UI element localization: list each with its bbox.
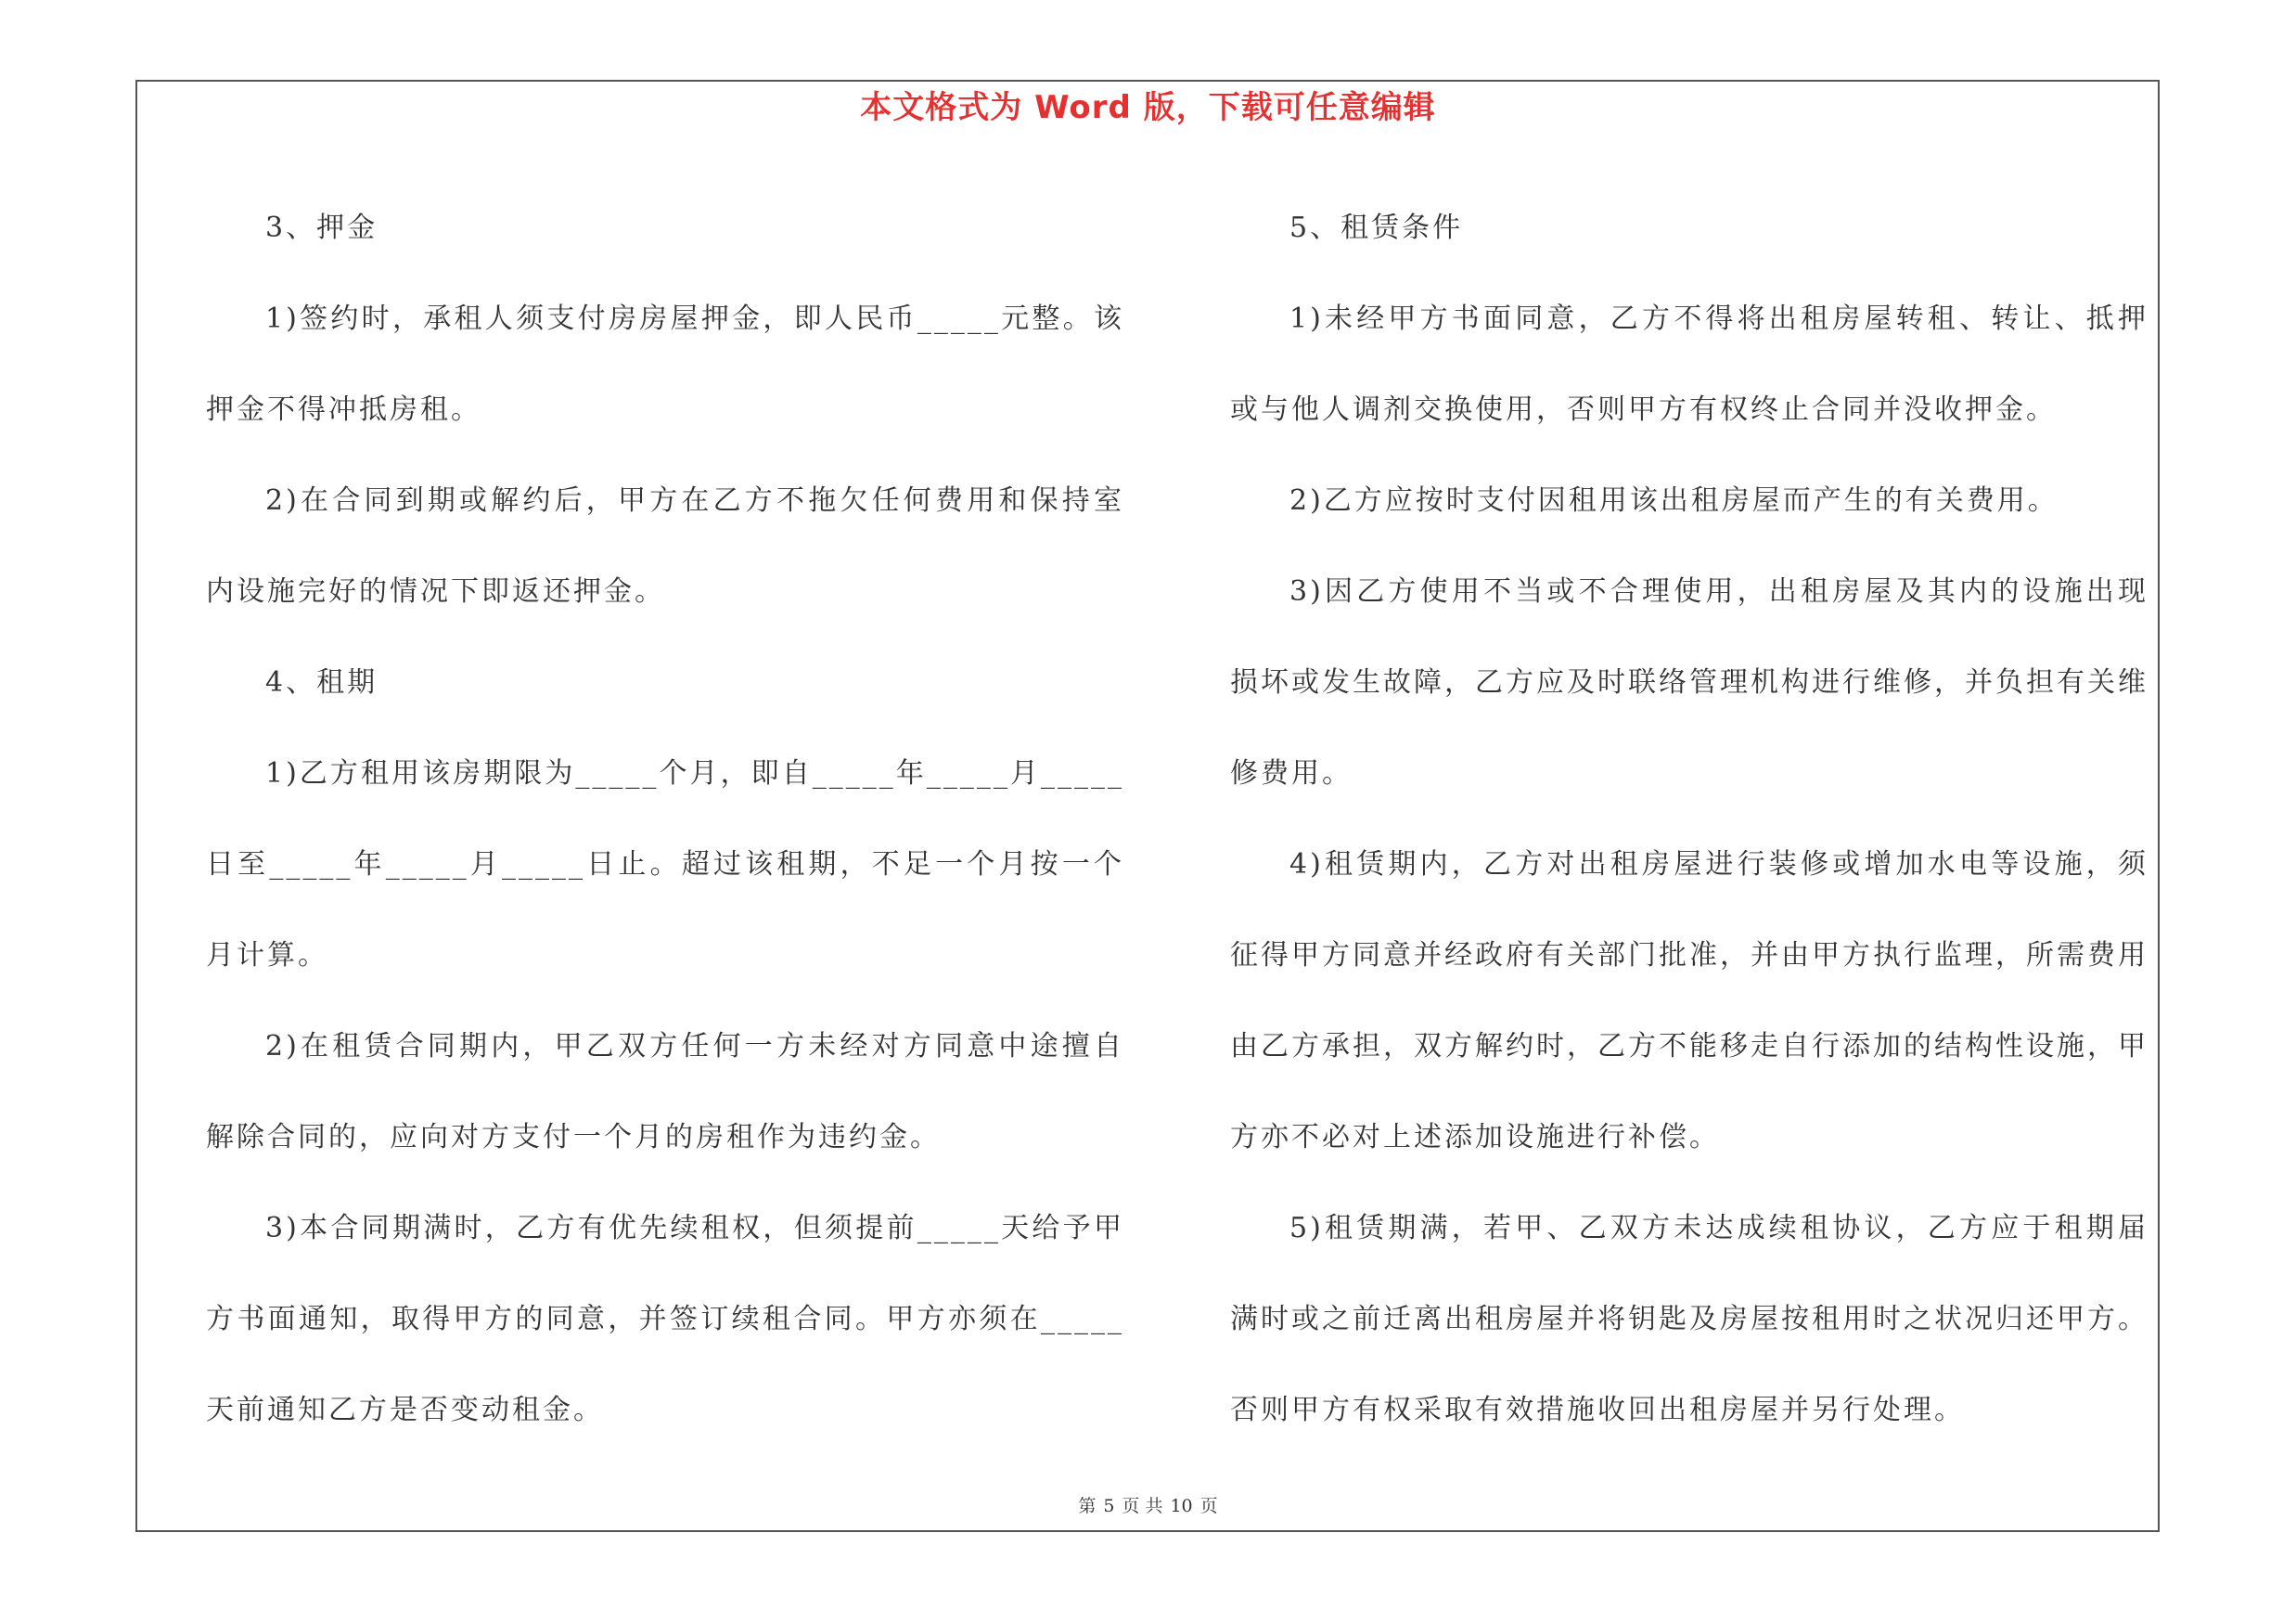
condition-clause-5: 5)租赁期满，若甲、乙双方未达成续租协议，乙方应于租期届满时或之前迁离出租房屋并将钥匙及房屋按租用时之状况归还甲方。否则甲方有权采取有效措施收回出租房屋并另行处理。 bbox=[1230, 1212, 2148, 1426]
section-heading-lease-term: 4、租期 bbox=[265, 666, 378, 699]
footer-page-prefix: 第 bbox=[1078, 1496, 1097, 1516]
deposit-clause-1: 1)签约时，承租人须支付房房屋押金，即人民币_____元整。该押金不得冲抵房租。 bbox=[206, 303, 1124, 426]
condition-clause-4: 4)租赁期内，乙方对出租房屋进行装修或增加水电等设施，须征得甲方同意并经政府有关部门批准，并由甲方执行监理，所需费用由乙方承担，双方解约时，乙方不能移走自行添加的结构性设施，甲方亦不必对上述添加设施进行补偿。 bbox=[1230, 848, 2148, 1153]
condition-clause-3: 3)因乙方使用不当或不合理使用，出租房屋及其内的设施出现损坏或发生故障，乙方应及时联络管理机构进行维修，并负担有关维修费用。 bbox=[1230, 575, 2148, 790]
section-heading-lease-conditions: 5、租赁条件 bbox=[1289, 212, 1464, 244]
left-column bbox=[206, 183, 1124, 1456]
footer-page-mid: 页 共 bbox=[1122, 1496, 1163, 1516]
page-footer bbox=[0, 1494, 2296, 1518]
lease-term-clause-3: 3)本合同期满时，乙方有优先续租权，但须提前_____天给予甲方书面通知，取得甲方的同意，并签订续租合同。甲方亦须在_____天前通知乙方是否变动租金。 bbox=[206, 1212, 1124, 1426]
condition-clause-2: 2)乙方应按时支付因租用该出租房屋而产生的有关费用。 bbox=[1289, 484, 2059, 517]
footer-total-pages: 10 bbox=[1170, 1496, 1193, 1516]
lease-term-clause-1: 1)乙方租用该房期限为_____个月，即自_____年_____月_____日至_____年_____月_____日止。超过该租期，不足一个月按一个月计算。 bbox=[206, 757, 1124, 972]
condition-clause-1: 1)未经甲方书面同意，乙方不得将出租房屋转租、转让、抵押或与他人调剂交换使用，否则甲方有权终止合同并没收押金。 bbox=[1230, 303, 2148, 426]
deposit-clause-2: 2)在合同到期或解约后，甲方在乙方不拖欠任何费用和保持室内设施完好的情况下即返还押金。 bbox=[206, 484, 1124, 608]
footer-page-number: 5 bbox=[1103, 1496, 1115, 1516]
section-heading-deposit: 3、押金 bbox=[265, 212, 378, 244]
right-column bbox=[1230, 183, 2148, 1456]
footer-page-suffix: 页 bbox=[1199, 1496, 1218, 1516]
lease-term-clause-2: 2)在租赁合同期内，甲乙双方任何一方未经对方同意中途擅自解除合同的，应向对方支付一个月的房租作为违约金。 bbox=[206, 1030, 1124, 1153]
word-format-banner: 本文格式为 Word 版，下载可任意编辑 bbox=[860, 89, 1436, 126]
